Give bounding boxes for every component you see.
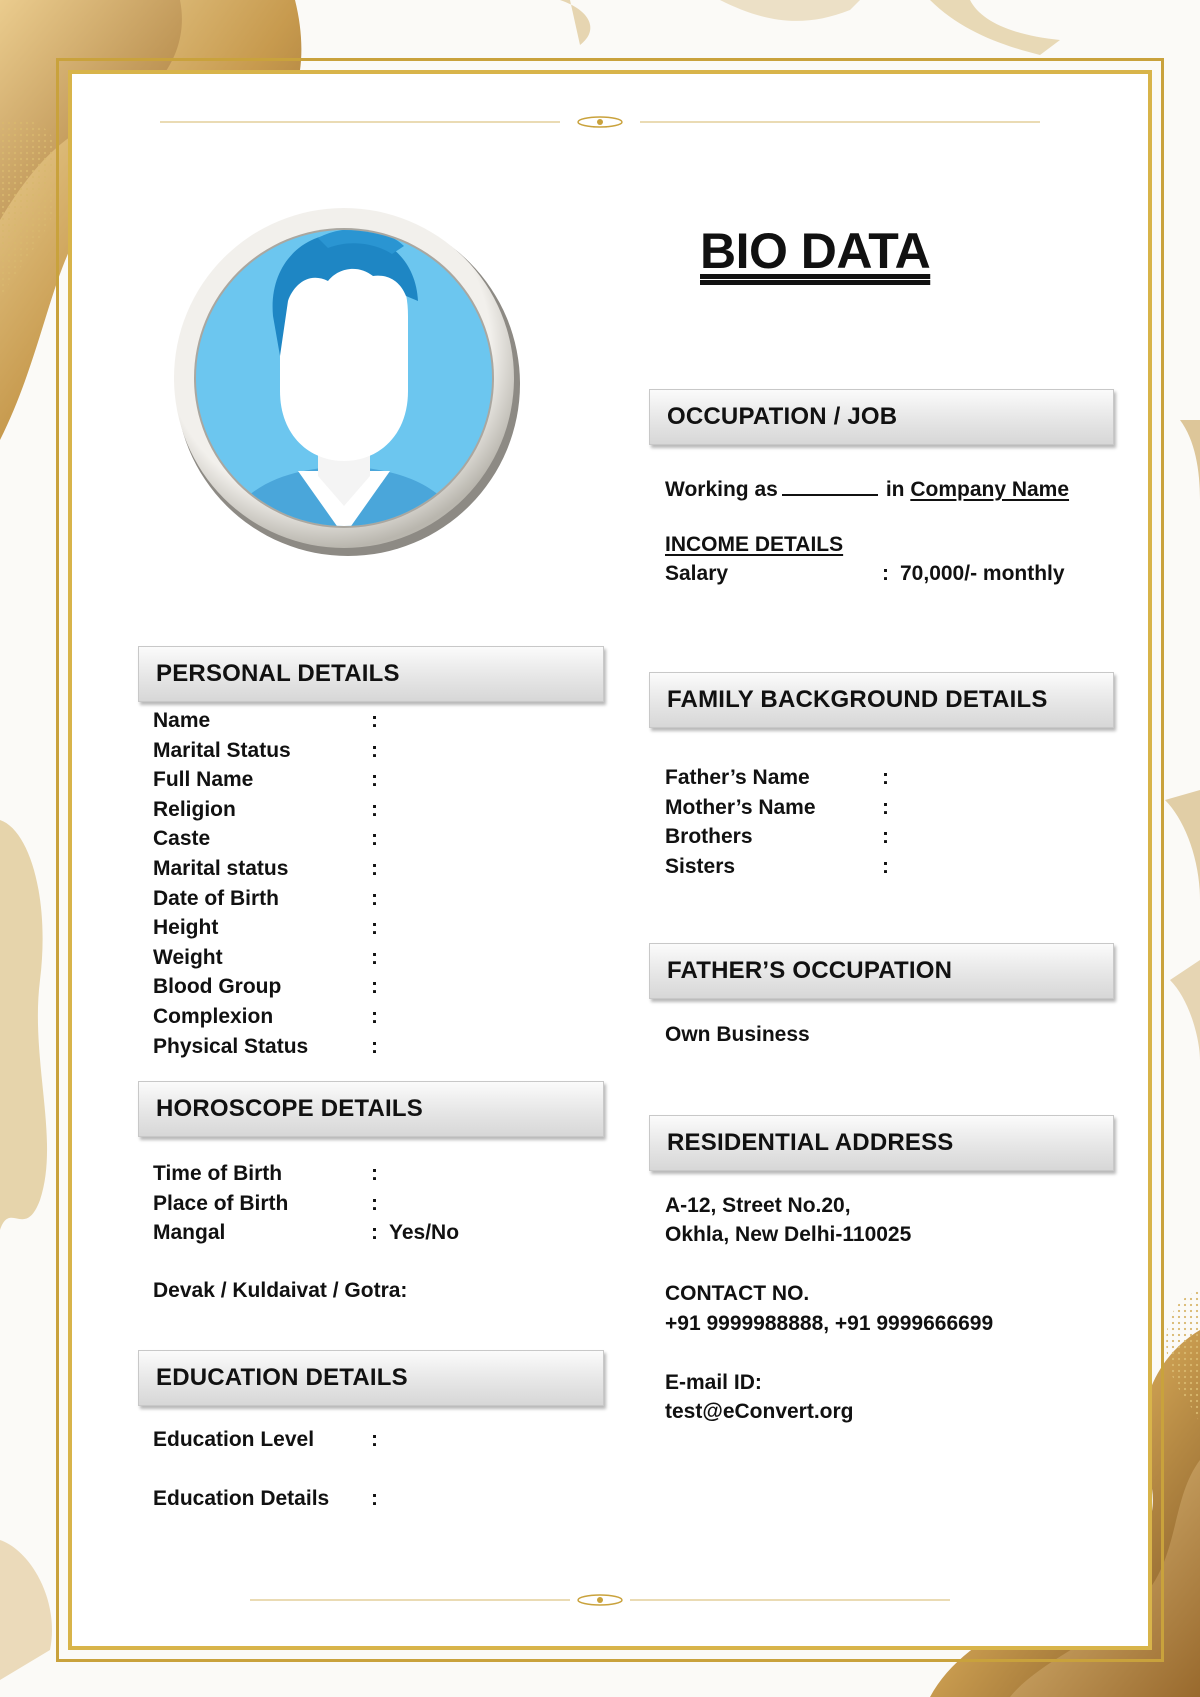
- company-name: Company Name: [910, 478, 1070, 501]
- personal-row: Date of Birth :: [153, 886, 378, 910]
- education-heading: EDUCATION DETAILS: [138, 1350, 604, 1406]
- personal-row: Complexion :: [153, 1004, 378, 1028]
- working-as-label: Working as: [665, 478, 778, 501]
- family-row: Brothers :: [665, 825, 889, 849]
- family-background-heading: FAMILY BACKGROUND DETAILS: [649, 672, 1114, 728]
- top-ornament: [120, 112, 1080, 132]
- personal-row: Blood Group :: [153, 975, 378, 999]
- avatar-placeholder-icon: [168, 206, 520, 558]
- education-row: Education Level :: [153, 1428, 378, 1451]
- horoscope-row: Place of Birth :: [153, 1191, 378, 1215]
- contact-label: CONTACT NO.: [665, 1282, 810, 1305]
- education-list: [153, 1425, 573, 1514]
- family-details-list: [665, 763, 1105, 881]
- salary-label: Salary: [665, 562, 729, 585]
- personal-row: Marital Status :: [153, 738, 378, 762]
- personal-row: Height :: [153, 916, 378, 940]
- in-label: in: [885, 478, 905, 501]
- bottom-ornament: [120, 1590, 1080, 1610]
- page-title: BIO DATA: [700, 223, 931, 279]
- personal-details-heading: PERSONAL DETAILS: [138, 646, 604, 702]
- salary-colon: :: [882, 562, 889, 585]
- horoscope-row: Time of Birth :: [153, 1162, 378, 1185]
- family-row: Father’s Name :: [665, 766, 889, 789]
- income-heading: INCOME DETAILS: [665, 533, 844, 556]
- gotra-label: Devak / Kuldaivat / Gotra:: [153, 1279, 408, 1302]
- address-line-2: Okhla, New Delhi-110025: [665, 1223, 912, 1246]
- email-label: E-mail ID:: [665, 1371, 762, 1394]
- personal-row: Full Name :: [153, 768, 378, 792]
- personal-row: Physical Status :: [153, 1034, 378, 1058]
- email-value: test@eConvert.org: [665, 1400, 854, 1423]
- horoscope-list: [153, 1159, 573, 1248]
- salary-value: 70,000/- monthly: [900, 562, 1065, 585]
- fathers-occupation-heading: FATHER’S OCCUPATION: [649, 943, 1114, 999]
- personal-row: Weight :: [153, 945, 378, 969]
- horoscope-row: Mangal : Yes/No: [153, 1221, 460, 1245]
- personal-details-list: [153, 706, 573, 1061]
- working-as-blank: [782, 474, 878, 496]
- contact-value: +91 9999988888, +91 9999666699: [665, 1312, 994, 1335]
- education-row: Education Details :: [153, 1487, 378, 1510]
- personal-row: Caste :: [153, 827, 378, 851]
- family-row: Mother’s Name :: [665, 795, 889, 819]
- personal-row: Name :: [153, 709, 378, 732]
- personal-row: Marital status :: [153, 856, 378, 880]
- working-as-line: [665, 474, 1069, 502]
- address-line-1: A-12, Street No.20,: [665, 1194, 851, 1217]
- residential-address-heading: RESIDENTIAL ADDRESS: [649, 1115, 1114, 1171]
- occupation-heading: OCCUPATION / JOB: [649, 389, 1114, 445]
- personal-row: Religion :: [153, 797, 378, 821]
- fathers-occupation-value: Own Business: [665, 1023, 810, 1046]
- family-row: Sisters :: [665, 854, 889, 878]
- horoscope-heading: HOROSCOPE DETAILS: [138, 1081, 604, 1137]
